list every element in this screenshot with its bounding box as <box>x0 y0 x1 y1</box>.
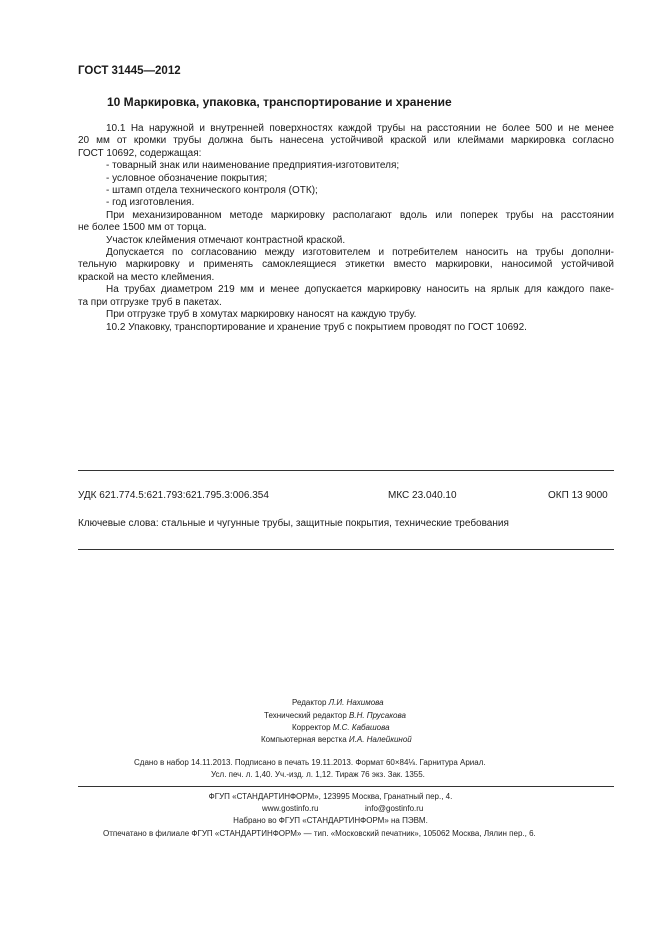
text-line: При отгрузке труб в хомутах маркировку наносят на каждую трубу. <box>106 309 417 321</box>
email-link[interactable]: info@gostinfo.ru <box>365 804 424 813</box>
text-line: 20 мм от кромки трубы должна быть нанесена устойчивой краской или клеймами маркировка согласно <box>78 135 614 147</box>
text-line: На трубах диаметром 219 мм и менее допускается маркировку наносить на ярлык для каждого паке- <box>106 284 614 296</box>
text-line: краской на место клеймения. <box>78 271 215 283</box>
tech-editor-label: Технический редактор <box>264 711 347 720</box>
text-line: та при отгрузке труб в пакетах. <box>78 296 222 308</box>
website-link[interactable]: www.gostinfo.ru <box>262 804 319 813</box>
divider-imprint <box>78 786 614 787</box>
divider-bottom <box>78 549 614 550</box>
print-details-1: Сдано в набор 14.11.2013. Подписано в печать 19.11.2013. Формат 60×84⅛. Гарнитура Ариал. <box>134 758 486 767</box>
typeset-note: Набрано во ФГУП «СТАНДАРТИНФОРМ» на ПЭВМ. <box>233 816 428 825</box>
text-line: тельную маркировку и применять самоклеящиеся этикетки вместо маркировки, наносимой устойчивой <box>78 259 614 271</box>
udk-code: УДК 621.774.5:621.793:621.795.3:006.354 <box>78 490 269 501</box>
corrector-name: М.С. Кабашова <box>332 723 390 732</box>
text-line: ГОСТ 10692, содержащая: <box>78 147 202 159</box>
editor-label: Редактор <box>292 698 327 707</box>
text-line: Участок клеймения отмечают контрастной краской. <box>106 234 346 246</box>
tech-editor-name: В.Н. Прусакова <box>349 711 406 720</box>
text-line: 10.1 На наружной и внутренней поверхностях каждой трубы на расстоянии не более 500 и не менее <box>106 123 614 134</box>
layout-label: Компьютерная верстка <box>261 735 347 744</box>
layout-name: И.А. Налейкиной <box>348 735 412 744</box>
credit-tech-editor <box>264 711 406 720</box>
list-item: - штамп отдела технического контроля (ОТК); <box>106 185 318 197</box>
list-item: - товарный знак или наименование предприятия-изготовителя; <box>106 160 400 172</box>
text-line: не более 1500 мм от торца. <box>78 222 207 234</box>
paragraph-10-1 <box>78 123 614 334</box>
keywords: Ключевые слова: стальные и чугунные трубы, защитные покрытия, технические требования <box>78 518 509 529</box>
credit-editor <box>292 698 384 707</box>
editor-name: Л.И. Нахимова <box>328 698 384 707</box>
credit-corrector <box>292 723 390 732</box>
print-details-2: Усл. печ. л. 1,40. Уч.-изд. л. 1,12. Тираж 76 экз. Зак. 1355. <box>211 770 425 779</box>
list-item: - год изготовления. <box>106 197 195 209</box>
credit-layout <box>261 735 412 744</box>
corrector-label: Корректор <box>292 723 331 732</box>
section-title: 10 Маркировка, упаковка, транспортирование и хранение <box>107 95 452 109</box>
publisher-address: ФГУП «СТАНДАРТИНФОРМ», 123995 Москва, Гранатный пер., 4. <box>208 792 453 801</box>
okp-code: ОКП 13 9000 <box>548 490 608 501</box>
list-item: - условное обозначение покрытия; <box>106 172 268 184</box>
text-line: 10.2 Упаковку, транспортирование и хранение труб с покрытием проводят по ГОСТ 10692. <box>106 321 527 333</box>
divider-top <box>78 470 614 471</box>
document-code: ГОСТ 31445—2012 <box>78 65 181 77</box>
mks-code: МКС 23.040.10 <box>388 490 457 501</box>
printed-note: Отпечатано в филиале ФГУП «СТАНДАРТИНФОРМ» — тип. «Московский печатник», 105062 Москва, Лялин пер., 6. <box>103 829 536 838</box>
text-line: Допускается по согласованию между изготовителем и потребителем наносить на трубы дополни- <box>106 247 614 259</box>
text-line: При механизированном методе маркировку располагают вдоль или поперек трубы на расстоянии <box>106 209 614 221</box>
